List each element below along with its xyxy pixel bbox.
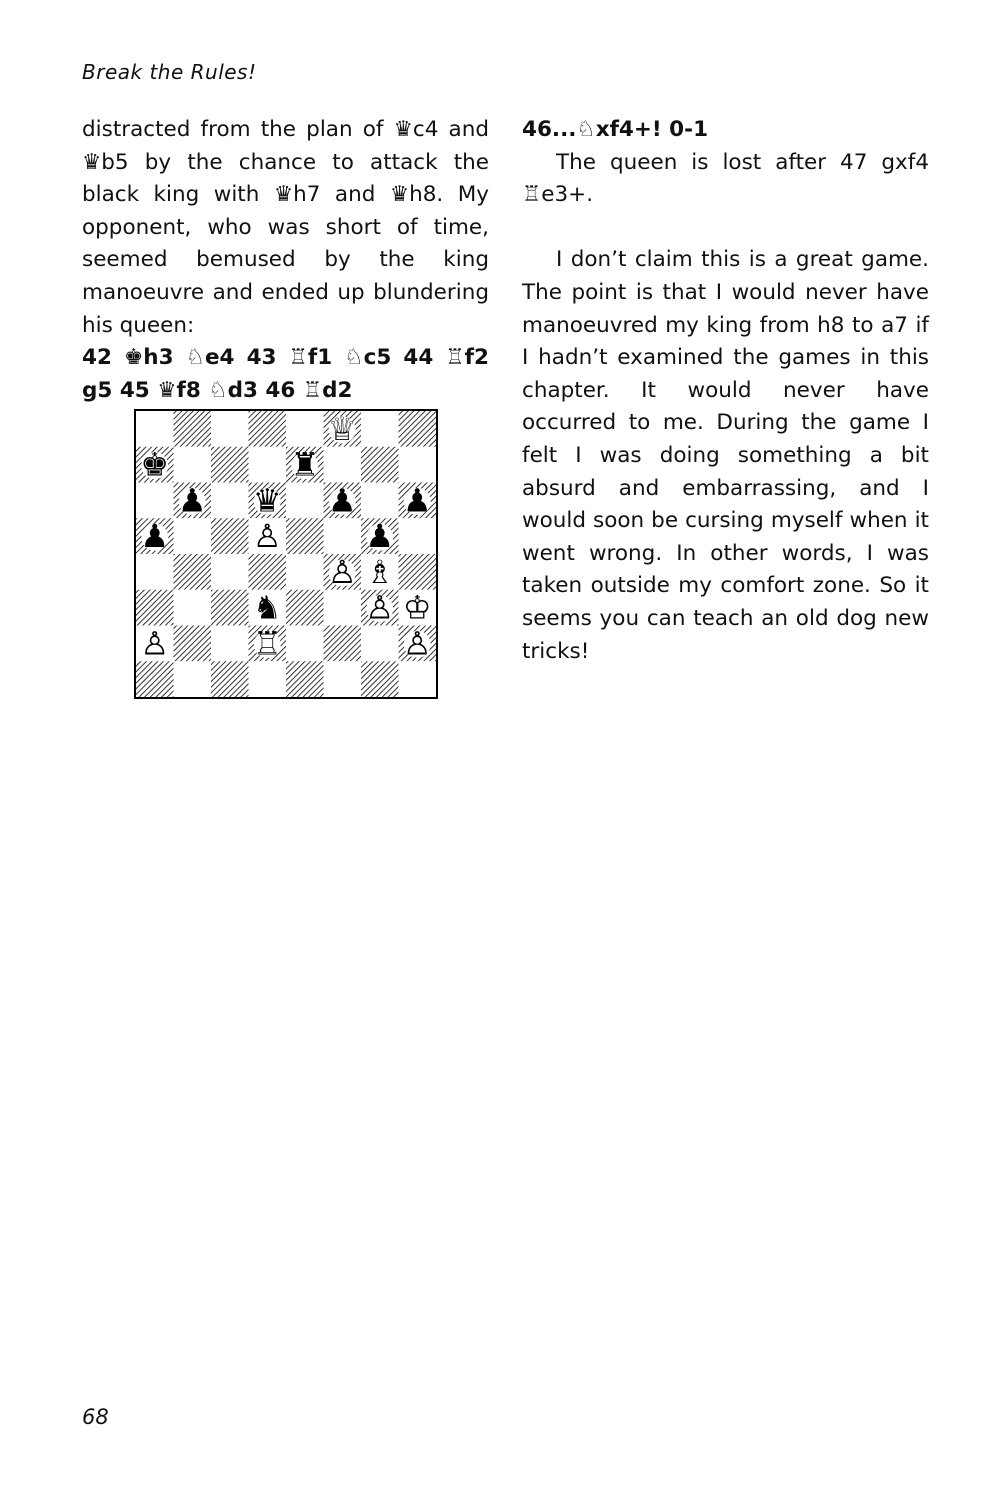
square-d4 bbox=[249, 554, 287, 590]
square-b7 bbox=[174, 447, 212, 483]
move-note: The queen is lost after 47 gxf4 ♖e3+. bbox=[522, 149, 929, 208]
square-g8 bbox=[361, 411, 399, 447]
square-d7 bbox=[249, 447, 287, 483]
black-king-icon: ♚ bbox=[140, 445, 170, 484]
white-bishop-icon: ♗ bbox=[365, 552, 395, 591]
black-pawn-icon: ♟ bbox=[365, 517, 395, 556]
white-queen-icon: ♕ bbox=[327, 411, 357, 448]
square-h8 bbox=[399, 411, 437, 447]
square-c5 bbox=[211, 518, 249, 554]
square-c3 bbox=[211, 590, 249, 626]
square-b3 bbox=[174, 590, 212, 626]
square-b4 bbox=[174, 554, 212, 590]
square-f1 bbox=[324, 661, 362, 697]
square-e8 bbox=[286, 411, 324, 447]
square-a4 bbox=[136, 554, 174, 590]
body-paragraph: I don’t claim this is a great game. The point is that I would never have manoeuvred my king from h8 to a7 if I hadn’t examined the games in this chapter. It would never have occurred to me. During the game I felt I was doing something a bit absurd and embarrassing, and I would soon be cursing myself when it went wrong. In other words, I was taken outside my comfort zone. So it seems you can teach an old dog new tricks! bbox=[522, 247, 929, 664]
square-h1 bbox=[399, 661, 437, 697]
left-column bbox=[82, 114, 489, 407]
white-pawn-icon: ♙ bbox=[402, 624, 432, 663]
right-column bbox=[522, 114, 929, 668]
black-pawn-icon: ♟ bbox=[177, 481, 207, 520]
square-e6 bbox=[286, 483, 324, 519]
white-pawn-icon: ♙ bbox=[140, 624, 170, 663]
body-paragraph: distracted from the plan of ♛c4 and ♛b5 by the chance to attack the black king with ♛h7 and ♛h8. My opponent, who was short of time, seemed bemused by the king manoeuvre and ended up blundering his queen: bbox=[82, 117, 489, 338]
white-pawn-icon: ♙ bbox=[365, 588, 395, 627]
square-a3 bbox=[136, 590, 174, 626]
square-b1 bbox=[174, 661, 212, 697]
square-g7 bbox=[361, 447, 399, 483]
square-a6 bbox=[136, 483, 174, 519]
white-pawn-icon: ♙ bbox=[252, 517, 282, 556]
square-c6 bbox=[211, 483, 249, 519]
white-king-icon: ♔ bbox=[402, 588, 432, 627]
black-knight-icon: ♞ bbox=[252, 588, 282, 627]
square-e4 bbox=[286, 554, 324, 590]
square-g1 bbox=[361, 661, 399, 697]
square-e2 bbox=[286, 626, 324, 662]
square-c1 bbox=[211, 661, 249, 697]
running-title: Break the Rules! bbox=[82, 60, 257, 84]
move-heading: 46...♘xf4+! 0-1 bbox=[522, 117, 709, 142]
square-c7 bbox=[211, 447, 249, 483]
black-pawn-icon: ♟ bbox=[402, 481, 432, 520]
black-rook-icon: ♜ bbox=[290, 445, 320, 484]
square-a1 bbox=[136, 661, 174, 697]
square-f7 bbox=[324, 447, 362, 483]
square-a8 bbox=[136, 411, 174, 447]
square-e3 bbox=[286, 590, 324, 626]
square-b5 bbox=[174, 518, 212, 554]
square-h7 bbox=[399, 447, 437, 483]
square-c4 bbox=[211, 554, 249, 590]
move-sequence: 42 ♚h3 ♘e4 43 ♖f1 ♘c5 44 ♖f2 g5 45 ♛f8 ♘d3 46 ♖d2 bbox=[82, 345, 489, 403]
square-c8 bbox=[211, 411, 249, 447]
square-d8 bbox=[249, 411, 287, 447]
square-b8 bbox=[174, 411, 212, 447]
square-g2 bbox=[361, 626, 399, 662]
square-g6 bbox=[361, 483, 399, 519]
square-h4 bbox=[399, 554, 437, 590]
chess-diagram bbox=[134, 409, 438, 699]
white-rook-icon: ♖ bbox=[252, 624, 282, 663]
square-f5 bbox=[324, 518, 362, 554]
chess-board bbox=[136, 411, 436, 697]
square-c2 bbox=[211, 626, 249, 662]
square-f3 bbox=[324, 590, 362, 626]
black-queen-icon: ♛ bbox=[252, 481, 282, 520]
square-e1 bbox=[286, 661, 324, 697]
square-h5 bbox=[399, 518, 437, 554]
black-pawn-icon: ♟ bbox=[140, 517, 170, 556]
square-d1 bbox=[249, 661, 287, 697]
square-b2 bbox=[174, 626, 212, 662]
square-f2 bbox=[324, 626, 362, 662]
white-pawn-icon: ♙ bbox=[327, 552, 357, 591]
black-pawn-icon: ♟ bbox=[327, 481, 357, 520]
square-e5 bbox=[286, 518, 324, 554]
page-number: 68 bbox=[82, 1405, 109, 1429]
